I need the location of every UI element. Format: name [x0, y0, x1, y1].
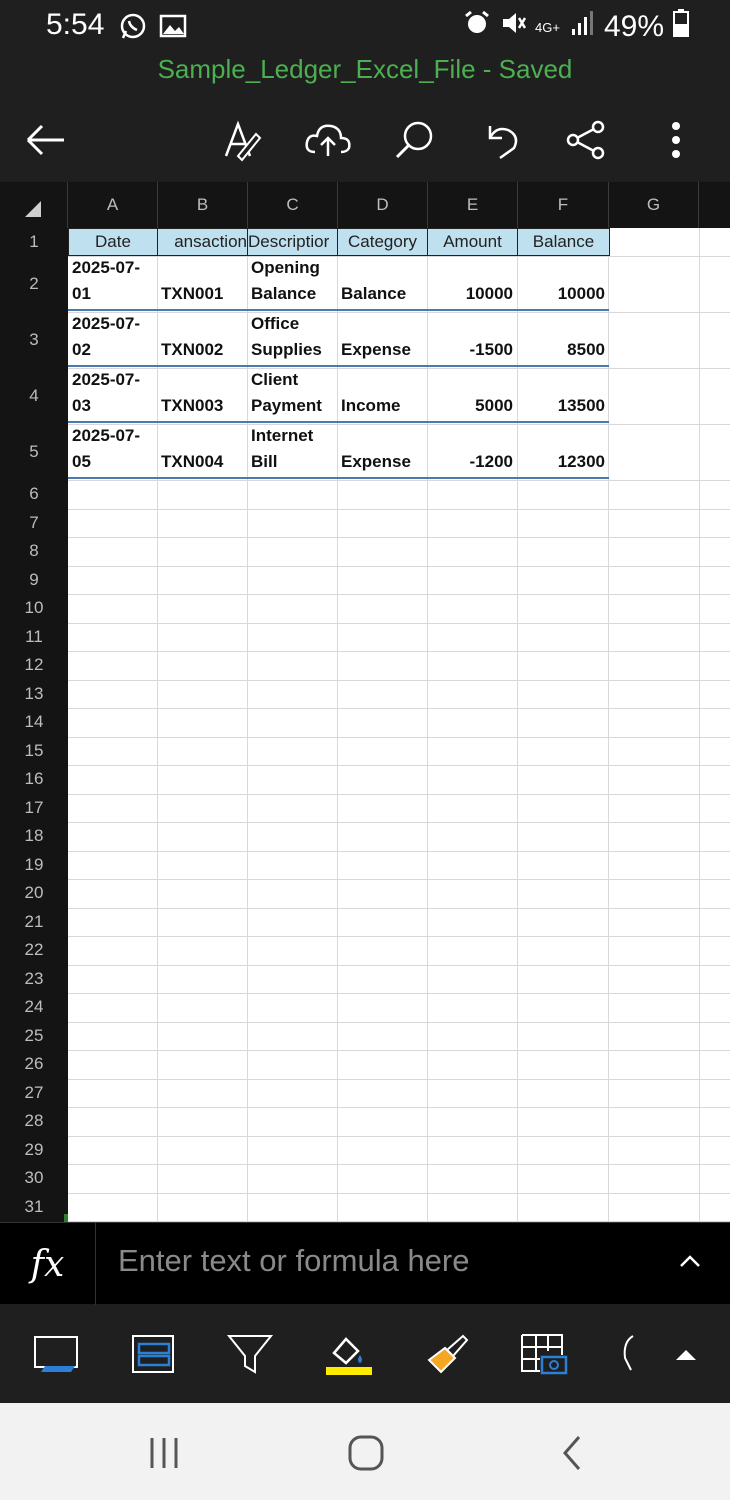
grid-row-line: [68, 256, 730, 257]
grid-row-line: [68, 566, 730, 567]
formula-input[interactable]: Enter text or formula here: [118, 1243, 470, 1278]
cell-category-text: Expense: [341, 452, 411, 471]
header-cell-description[interactable]: Descriptior: [247, 228, 338, 256]
header-cell-transaction[interactable]: ansaction: [157, 228, 248, 256]
row-header[interactable]: 5: [29, 442, 39, 461]
row-header[interactable]: 7: [29, 512, 39, 532]
cell-description-line1: Office: [251, 314, 300, 333]
cell-description-line1: Internet: [251, 426, 314, 445]
grid-row-line: [68, 1193, 730, 1194]
cell-amount[interactable]: [427, 424, 517, 478]
table-picture-button[interactable]: [516, 1329, 572, 1379]
insert-rows-button[interactable]: [126, 1329, 182, 1379]
cell-transaction-text: TXN001: [161, 284, 224, 303]
cloud-upload-icon: [303, 120, 353, 160]
cell-date-line1: 2025-07-: [72, 426, 141, 445]
cell-date-line2: 02: [72, 340, 91, 359]
home-button[interactable]: [336, 1431, 396, 1475]
grid-row-line: [68, 424, 730, 425]
cell-balance[interactable]: [517, 256, 609, 310]
cell-category-text: Expense: [341, 340, 411, 359]
search-button[interactable]: [384, 112, 444, 168]
row-header[interactable]: 19: [24, 854, 44, 874]
row-header[interactable]: 30: [24, 1168, 44, 1188]
filter-icon: [225, 1332, 275, 1376]
recent-apps-icon: [146, 1436, 182, 1470]
cell-transaction[interactable]: [157, 368, 247, 422]
cell-amount[interactable]: [427, 312, 517, 366]
cell-transaction[interactable]: [157, 424, 247, 478]
fill-color-button[interactable]: [320, 1329, 376, 1379]
grid-row-line: [68, 1164, 730, 1165]
format-painter-icon: [421, 1332, 471, 1376]
status-time: 5:54: [46, 8, 105, 41]
cell-transaction[interactable]: [157, 256, 247, 310]
column-header-a[interactable]: A: [68, 182, 158, 228]
search-icon: [392, 118, 436, 162]
grid-row-line: [68, 1022, 730, 1023]
home-icon: [346, 1433, 386, 1473]
text-format-icon: [218, 118, 262, 162]
cell-description-line1: Client: [251, 370, 299, 389]
row-header[interactable]: 31: [24, 1196, 44, 1216]
cell-description-line2: Supplies: [251, 340, 322, 359]
cell-description[interactable]: [247, 368, 337, 422]
cell-category[interactable]: [337, 368, 427, 422]
row-header[interactable]: 14: [24, 712, 44, 732]
column-header-f[interactable]: F: [518, 182, 609, 228]
bottom-ribbon: [0, 1305, 730, 1403]
document-title: Sample_Ledger_Excel_File - Saved: [157, 54, 573, 84]
ribbon-expand-button[interactable]: [658, 1329, 714, 1379]
fill-color-icon: [322, 1331, 374, 1377]
grid-row-line: [68, 509, 730, 510]
cell-description[interactable]: [247, 256, 337, 310]
grid-row-line: [68, 368, 730, 369]
row-header[interactable]: 22: [24, 940, 44, 960]
grid-row-line: [68, 936, 730, 937]
grid-row-line: [68, 1079, 730, 1080]
system-navbar: [0, 1403, 730, 1500]
table-camera-icon: [518, 1331, 570, 1377]
cell-balance[interactable]: [517, 312, 609, 366]
header-cell-amount[interactable]: Amount: [427, 228, 518, 256]
back-button[interactable]: [16, 112, 76, 168]
cell-date-line2: 03: [72, 396, 91, 415]
column-header-e[interactable]: E: [428, 182, 518, 228]
insert-rows-icon: [129, 1334, 179, 1374]
gallery-icon: [158, 11, 188, 46]
grid-row-line: [68, 822, 730, 823]
cell-category[interactable]: [337, 312, 427, 366]
recent-apps-button[interactable]: [134, 1431, 194, 1475]
row-header[interactable]: 23: [24, 968, 44, 988]
row-header[interactable]: 17: [24, 797, 44, 817]
grid-row-line: [68, 993, 730, 994]
select-all-triangle-icon: [25, 201, 41, 217]
cell-date-line2: 01: [72, 284, 91, 303]
row-header[interactable]: 24: [24, 997, 44, 1017]
row-header[interactable]: 21: [24, 911, 44, 931]
partial-tool-icon: [619, 1332, 639, 1376]
row-header[interactable]: 15: [24, 740, 44, 760]
header-cell-date[interactable]: Date: [68, 228, 158, 256]
cell-description-line2: Balance: [251, 284, 317, 303]
column-header-c[interactable]: C: [248, 182, 338, 228]
cell-transaction[interactable]: [157, 312, 247, 366]
grid-row-line: [68, 708, 730, 709]
row-header[interactable]: 9: [29, 569, 39, 589]
alarm-icon: [463, 9, 491, 45]
row-header[interactable]: 8: [29, 541, 39, 561]
formula-expand-button[interactable]: [678, 1247, 702, 1282]
grid-row-line: [68, 1107, 730, 1108]
row-header[interactable]: 13: [24, 683, 44, 703]
more-tools-partial[interactable]: [614, 1329, 644, 1379]
cell-amount[interactable]: [427, 256, 517, 310]
battery-level: 49%: [603, 10, 664, 43]
mute-icon: [499, 9, 527, 45]
cell-transaction-text: TXN002: [161, 340, 224, 359]
cell-amount-value: 10000: [465, 284, 513, 303]
cell-balance-value: 10000: [557, 284, 605, 303]
cell-balance-value: 12300: [557, 452, 605, 471]
grid-row-line: [68, 965, 730, 966]
select-all-corner[interactable]: [0, 182, 68, 228]
grid-row-line: [68, 851, 730, 852]
grid-row-line: [68, 594, 730, 595]
row-header[interactable]: 12: [24, 655, 44, 675]
battery-icon: [672, 8, 690, 46]
cell-balance[interactable]: [517, 368, 609, 422]
cell-category-text: Balance: [341, 284, 407, 303]
selection-marker: [64, 1214, 68, 1222]
cell-category-text: Income: [341, 396, 401, 415]
share-icon: [564, 118, 608, 162]
back-arrow-icon: [24, 122, 68, 158]
grid-row-line: [68, 794, 730, 795]
grid-column-line: [699, 228, 700, 1222]
cell-amount-value: -1500: [469, 340, 513, 359]
row-header[interactable]: 26: [24, 1054, 44, 1074]
cell-date-line1: 2025-07-: [72, 258, 141, 277]
grid-row-line: [68, 537, 730, 538]
grid-row-line: [68, 651, 730, 652]
row-header[interactable]: 29: [24, 1139, 44, 1159]
row-header[interactable]: 20: [24, 883, 44, 903]
cell-description[interactable]: [247, 312, 337, 366]
grid-row-line: [68, 765, 730, 766]
undo-button[interactable]: [470, 112, 530, 168]
spreadsheet-grid[interactable]: [0, 182, 730, 1222]
row-header[interactable]: 18: [24, 826, 44, 846]
cell-date[interactable]: [68, 368, 157, 422]
row-header[interactable]: 1: [29, 232, 39, 251]
cell-amount-value: 5000: [475, 396, 513, 415]
grid-row-line: [68, 908, 730, 909]
cell-date-line2: 05: [72, 452, 91, 471]
grid-row-line: [68, 1050, 730, 1051]
signal-icon: [568, 9, 596, 45]
cell-date-line1: 2025-07-: [72, 314, 141, 333]
cell-date-line1: 2025-07-: [72, 370, 141, 389]
triangle-up-icon: [674, 1344, 698, 1364]
row-header[interactable]: 6: [29, 484, 39, 504]
column-header-b[interactable]: B: [158, 182, 248, 228]
cell-amount[interactable]: [427, 368, 517, 422]
cell-date[interactable]: [68, 312, 157, 366]
grid-row-line: [68, 879, 730, 880]
more-options-button[interactable]: [646, 112, 706, 168]
row-header[interactable]: 16: [24, 769, 44, 789]
top-toolbar: [0, 100, 730, 182]
cell-category[interactable]: [337, 424, 427, 478]
grid-row-line: [68, 1136, 730, 1137]
column-header-d[interactable]: D: [338, 182, 428, 228]
format-painter-button[interactable]: [418, 1329, 474, 1379]
row-header[interactable]: 11: [25, 626, 43, 646]
column-header-g[interactable]: G: [609, 182, 699, 228]
row-header[interactable]: 25: [24, 1025, 44, 1045]
header-cell-category[interactable]: Category: [337, 228, 428, 256]
cell-amount-value: -1200: [469, 452, 513, 471]
back-nav-button[interactable]: [542, 1431, 602, 1475]
more-vertical-icon: [670, 120, 682, 160]
grid-row-line: [68, 623, 730, 624]
cell-area[interactable]: [68, 228, 730, 1222]
cell-transaction-text: TXN003: [161, 396, 224, 415]
filter-button[interactable]: [222, 1329, 278, 1379]
grid-row-line: [68, 737, 730, 738]
cell-date[interactable]: [68, 256, 157, 310]
freeze-panes-button[interactable]: [28, 1329, 84, 1379]
row-header[interactable]: 2: [29, 274, 39, 293]
row-header[interactable]: 10: [24, 598, 44, 618]
cell-balance-value: 13500: [557, 396, 605, 415]
header-cell-balance[interactable]: Balance: [517, 228, 610, 256]
formula-bar: [0, 1222, 730, 1304]
whatsapp-icon: [118, 11, 148, 46]
cell-category[interactable]: [337, 256, 427, 310]
back-chevron-icon: [557, 1433, 587, 1473]
cell-description-line1: Opening: [251, 258, 320, 277]
cell-description-line2: Payment: [251, 396, 322, 415]
share-button[interactable]: [556, 112, 616, 168]
grid-row-line: [68, 680, 730, 681]
cell-date[interactable]: [68, 424, 157, 478]
fx-label[interactable]: fx: [0, 1223, 96, 1305]
status-bar: [0, 0, 730, 52]
cell-description[interactable]: [247, 424, 337, 478]
row-header[interactable]: 27: [24, 1082, 44, 1102]
row-header[interactable]: 28: [24, 1111, 44, 1131]
cell-balance[interactable]: [517, 424, 609, 478]
network-type: 4G+: [535, 19, 560, 35]
freeze-panes-icon: [31, 1334, 81, 1374]
row-headers: [0, 228, 68, 1222]
text-format-button[interactable]: [210, 112, 270, 168]
cell-transaction-text: TXN004: [161, 452, 224, 471]
chevron-up-icon: [678, 1247, 702, 1277]
cell-balance-value: 8500: [567, 340, 605, 359]
grid-row-line: [68, 312, 730, 313]
undo-icon: [478, 118, 522, 162]
cell-description-line2: Bill: [251, 452, 278, 471]
row-header[interactable]: 4: [29, 386, 39, 405]
grid-row-line: [68, 480, 730, 481]
column-headers: [0, 182, 730, 228]
cloud-upload-button[interactable]: [298, 112, 358, 168]
row-header[interactable]: 3: [29, 330, 39, 349]
